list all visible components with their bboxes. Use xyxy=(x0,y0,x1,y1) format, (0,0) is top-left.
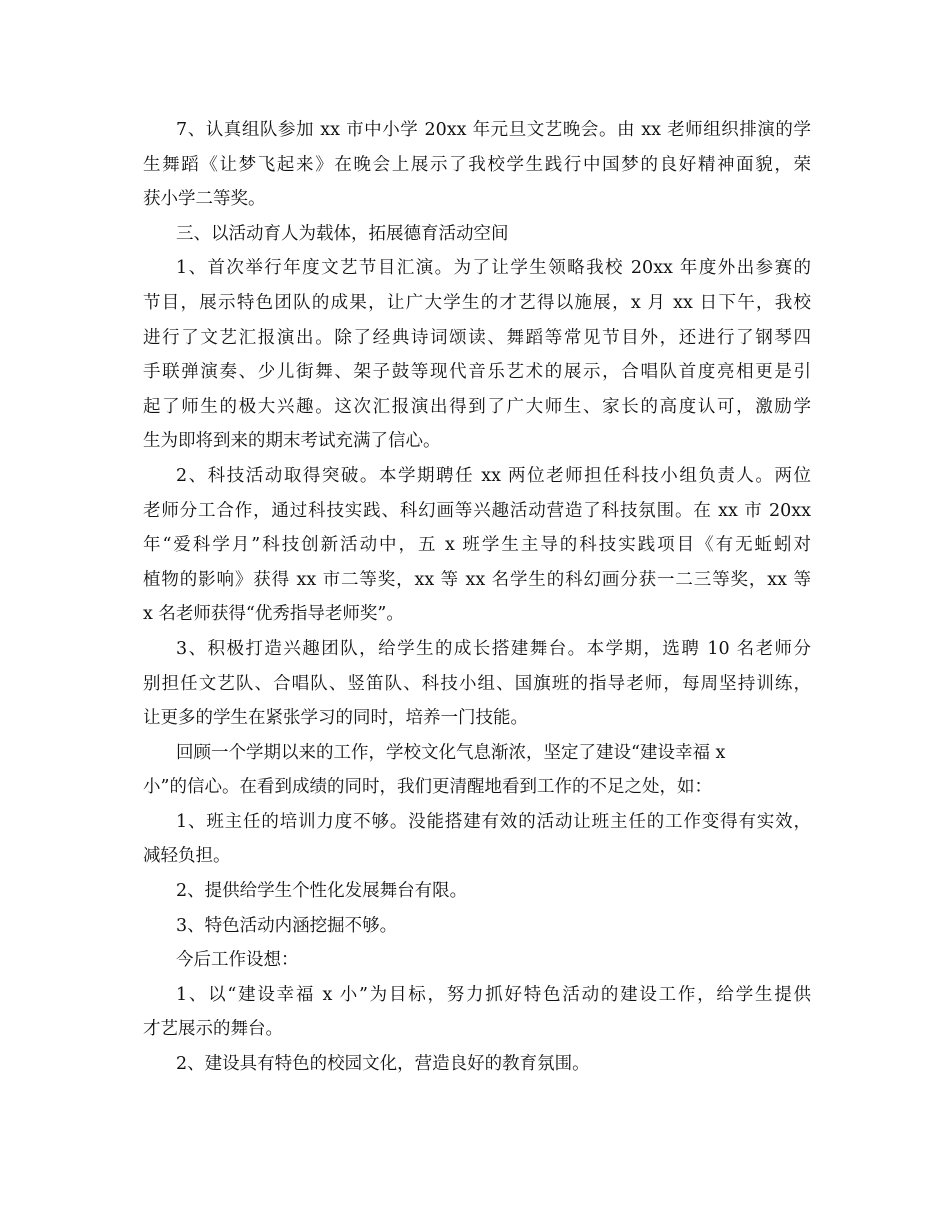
text-line: 2、科技活动取得突破。本学期聘任 xx 两位老师担任科技小组负责人。两位 xyxy=(176,465,811,486)
text-line: 老师分工合作，通过科技实践、科幻画等兴趣活动营造了科技氛围。在 xx 市 20xx xyxy=(143,500,811,521)
text-line: 植物的影响》获得 xx 市二等奖，xx 等 xx 名学生的科幻画分获一二三等奖，xx 等 xyxy=(143,569,811,590)
text-line: 手联弹演奏、少儿街舞、架子鼓等现代音乐艺术的展示，合唱队首度亮相更是引 xyxy=(143,362,811,383)
text-line: 1、班主任的培训力度不够。没能搭建有效的活动让班主任的工作变得有实效， xyxy=(176,811,811,832)
text-line: 3、特色活动内涵挖掘不够。 xyxy=(176,915,398,936)
text-line: 生舞蹈《让梦飞起来》在晚会上展示了我校学生践行中国梦的良好精神面貌，荣 xyxy=(143,154,811,175)
text-line: 减轻负担。 xyxy=(143,846,231,867)
text-line: 回顾一个学期以来的工作，学校文化气息渐浓，坚定了建设“建设幸福 x xyxy=(176,742,726,763)
text-line: 生为即将到来的期末考试充满了信心。 xyxy=(143,431,441,452)
text-line: 年“爱科学月”科技创新活动中，五 x 班学生主导的科技实践项目《有无蚯蚓对 xyxy=(143,535,811,556)
text-line: 进行了文艺汇报演出。除了经典诗词颂读、舞蹈等常见节目外，还进行了钢琴四 xyxy=(143,327,811,348)
text-line: 别担任文艺队、合唱队、竖笛队、科技小组、国旗班的指导老师，每周坚持训练， xyxy=(143,673,811,694)
text-line: 2、提供给学生个性化发展舞台有限。 xyxy=(176,881,468,902)
text-line: 节目，展示特色团队的成果，让广大学生的才艺得以施展，x 月 xx 日下午，我校 xyxy=(143,292,811,313)
text-line: 小”的信心。在看到成绩的同时，我们更清醒地看到工作的不足之处，如： xyxy=(143,777,712,798)
text-line: 1、以“建设幸福 x 小”为目标，努力抓好特色活动的建设工作，给学生提供 xyxy=(176,984,811,1005)
document-body xyxy=(143,113,811,1082)
text-line: 才艺展示的舞台。 xyxy=(143,1019,283,1040)
text-line: 1、首次举行年度文艺节目汇演。为了让学生领略我校 20xx 年度外出参赛的 xyxy=(176,258,811,279)
text-line: 7、认真组队参加 xx 市中小学 20xx 年元旦文艺晚会。由 xx 老师组织排演的学 xyxy=(176,120,811,140)
text-line: 获小学二等奖。 xyxy=(143,189,266,210)
text-line: 3、积极打造兴趣团队，给学生的成长搭建舞台。本学期，选聘 10 名老师分 xyxy=(176,638,811,659)
text-line: 让更多的学生在紧张学习的同时，培养一门技能。 xyxy=(143,708,528,729)
text-line: 今后工作设想： xyxy=(176,950,299,971)
text-line: 三、以活动育人为载体，拓展德育活动空间 xyxy=(176,223,509,244)
text-line: 2、建设具有特色的校园文化，营造良好的教育氛围。 xyxy=(176,1054,590,1075)
text-line: 起了师生的极大兴趣。这次汇报演出得到了广大师生、家长的高度认可，激励学 xyxy=(143,396,811,417)
text-line: x 名老师获得“优秀指导老师奖”。 xyxy=(143,604,404,625)
